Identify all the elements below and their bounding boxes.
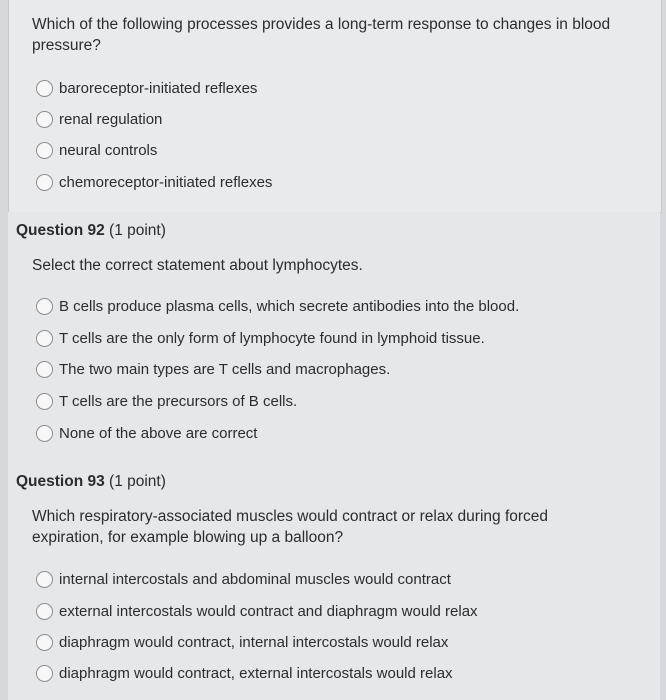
- option-label: T cells are the precursors of B cells.: [59, 393, 298, 410]
- radio-button[interactable]: [36, 80, 53, 97]
- option-label: baroreceptor-initiated reflexes: [59, 80, 258, 97]
- question-title: Question 93: [16, 473, 105, 490]
- option-label: None of the above are correct: [59, 425, 258, 442]
- q92-option-2[interactable]: [36, 330, 485, 347]
- q93-option-2[interactable]: [36, 603, 478, 620]
- option-label: external intercostals would contract and diaphragm would relax: [59, 603, 478, 620]
- q91-option-3[interactable]: [36, 142, 157, 159]
- option-label: chemoreceptor-initiated reflexes: [59, 174, 273, 191]
- option-label: diaphragm would contract, internal intercostals would relax: [59, 634, 449, 651]
- questions-92-93-panel: [8, 212, 660, 700]
- radio-button[interactable]: [36, 665, 53, 682]
- q92-option-1[interactable]: [36, 298, 519, 315]
- option-label: T cells are the only form of lymphocyte found in lymphoid tissue.: [59, 330, 485, 347]
- question-93-header: [16, 473, 166, 491]
- radio-button[interactable]: [36, 425, 53, 442]
- question-points: (1 point): [109, 222, 166, 239]
- radio-button[interactable]: [36, 393, 53, 410]
- q93-option-4[interactable]: [36, 665, 453, 682]
- radio-button[interactable]: [36, 142, 53, 159]
- q93-option-3[interactable]: [36, 634, 448, 651]
- q91-option-1[interactable]: [36, 80, 257, 97]
- radio-button[interactable]: [36, 111, 53, 128]
- radio-button[interactable]: [36, 298, 53, 315]
- question-93-text: Which respiratory-associated muscles would contract or relax during forced expiration, for example blowing up a balloon?: [32, 508, 549, 546]
- radio-button[interactable]: [36, 361, 53, 378]
- q91-option-2[interactable]: [36, 111, 162, 128]
- question-points: (1 point): [109, 473, 166, 490]
- option-label: neural controls: [59, 142, 158, 159]
- q92-option-5[interactable]: [36, 425, 257, 442]
- q92-option-3[interactable]: [36, 361, 390, 378]
- option-label: The two main types are T cells and macrophages.: [59, 361, 391, 378]
- q91-option-4[interactable]: [36, 174, 272, 191]
- question-92-text: Select the correct statement about lymphocytes.: [32, 257, 363, 274]
- option-label: B cells produce plasma cells, which secrete antibodies into the blood.: [59, 298, 520, 315]
- option-label: internal intercostals and abdominal muscles would contract: [59, 571, 451, 588]
- radio-button[interactable]: [36, 571, 53, 588]
- radio-button[interactable]: [36, 634, 53, 651]
- radio-button[interactable]: [36, 330, 53, 347]
- radio-button[interactable]: [36, 174, 53, 191]
- q93-option-1[interactable]: [36, 571, 451, 588]
- question-91-text: Which of the following processes provides a long-term response to changes in blood pressure?: [32, 16, 611, 54]
- option-label: renal regulation: [59, 111, 163, 128]
- question-title: Question 92: [16, 222, 105, 239]
- q92-option-4[interactable]: [36, 393, 297, 410]
- question-92-header: [16, 222, 166, 240]
- radio-button[interactable]: [36, 603, 53, 620]
- option-label: diaphragm would contract, external intercostals would relax: [59, 665, 453, 682]
